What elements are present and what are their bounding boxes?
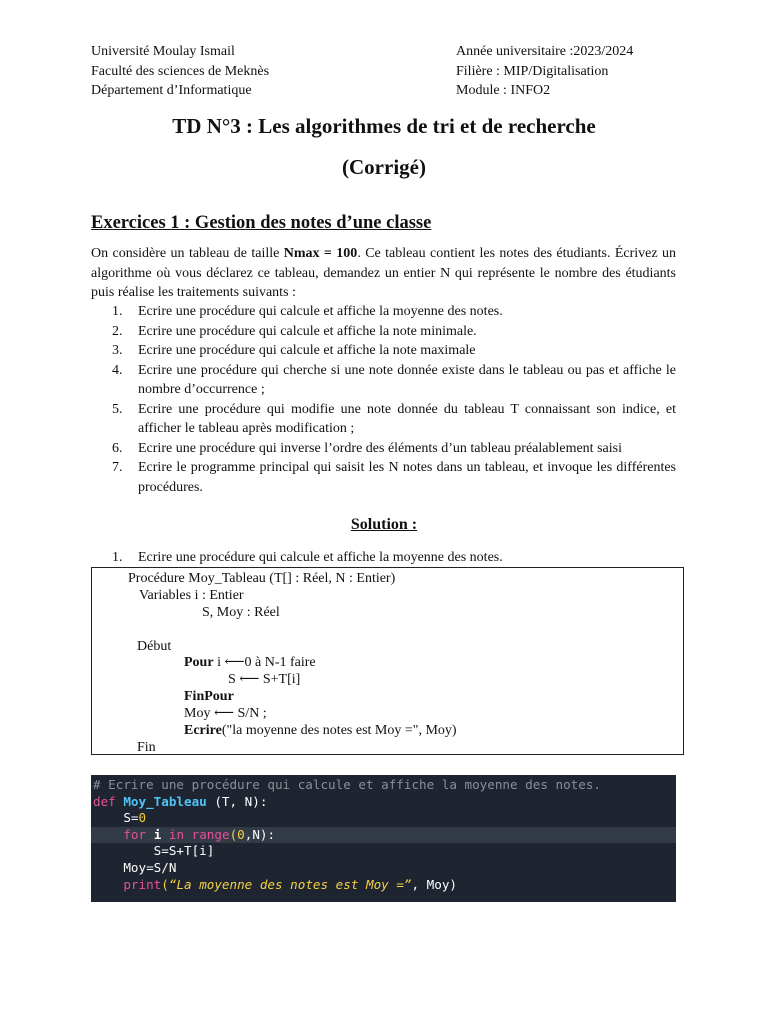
task-number: 5. <box>112 401 123 417</box>
task-number: 4. <box>112 362 123 378</box>
task-text: Ecrire une procédure qui cherche si une note donnée existe dans le tableau ou pas et affiche le nombre d’occurrence ; <box>138 362 676 397</box>
task-text: Ecrire une procédure qui calcule et affiche la moyenne des notes. <box>138 304 503 319</box>
task-item <box>91 322 676 342</box>
document-subtitle: (Corrigé) <box>342 155 426 179</box>
task-list <box>91 302 676 497</box>
code-sum-var: S= <box>123 810 139 826</box>
code-line-comment <box>91 777 676 794</box>
code-function-name: Moy_Tableau <box>123 793 207 809</box>
task-number: 6. <box>112 440 123 456</box>
code-print-rest: , Moy) <box>411 876 457 892</box>
code-def-keyword: def <box>93 793 116 809</box>
intro-text-after: . Ce tableau contient les notes des étudiants. Écrivez un algorithme où vous déclarez ce tableau, demandez un entier N qui représente le nombre des étudiants puis réalise les traitements suivants : <box>91 246 677 300</box>
code-line-print <box>91 877 676 894</box>
algo-write <box>184 722 457 739</box>
code-line-avg <box>91 860 676 877</box>
task-text: Ecrire une procédure qui calcule et affiche la note minimale. <box>138 323 477 339</box>
code-line-for <box>91 827 676 844</box>
code-sum-init-value: 0 <box>138 810 147 826</box>
code-loop-var: i <box>153 826 162 842</box>
exercise-heading: Exercices 1 : Gestion des notes d’une classe <box>91 213 432 233</box>
code-avg-statement: Moy=S/N <box>123 859 177 875</box>
code-line-init <box>91 810 676 827</box>
code-print-fn: print <box>123 876 162 892</box>
code-sum-statement: S=S+T[i] <box>153 843 215 859</box>
code-range-rest: ,N): <box>244 826 276 842</box>
task-number: 7. <box>112 460 123 475</box>
header-institution <box>91 42 269 101</box>
task-item <box>91 458 676 497</box>
task-text: Ecrire le programme principal qui saisit les N notes dans un tableau, et invoque les différentes procédures. <box>138 460 676 495</box>
algo-write-keyword: Ecrire <box>184 723 222 738</box>
code-range-fn: range <box>191 826 230 842</box>
code-comment: # Ecrire une procédure qui calcule et affiche la moyenne des notes. <box>93 777 601 792</box>
algo-for-loop <box>184 654 316 671</box>
task-text: Ecrire une procédure qui calcule et affiche la note maximale <box>138 343 476 358</box>
task-item <box>91 439 676 459</box>
algo-variables: Variables i : Entier <box>139 588 244 603</box>
code-in-keyword: in <box>168 826 185 842</box>
exercise-intro <box>91 244 676 303</box>
task-number: 3. <box>112 343 123 358</box>
task-item <box>91 341 676 361</box>
python-code-block <box>91 775 676 902</box>
header-university: Université Moulay Ismail <box>91 44 235 59</box>
header-year: Année universitaire :2023/2024 <box>456 44 634 59</box>
code-line-def <box>91 794 676 811</box>
code-range-open: ( <box>229 826 238 842</box>
algo-signature: Procédure Moy_Tableau (T[] : Réel, N : Entier) <box>128 571 396 586</box>
solution-item-text: Ecrire une procédure qui calcule et affiche la moyenne des notes. <box>138 550 503 565</box>
header-course-info <box>456 42 633 101</box>
document-title: TD N°3 : Les algorithmes de tri et de recherche <box>172 114 596 138</box>
intro-nmax: Nmax = 100 <box>283 246 358 261</box>
header-faculty: Faculté des sciences de Meknès <box>91 63 270 79</box>
task-item <box>91 361 676 400</box>
code-for-keyword: for <box>123 826 147 842</box>
solution-heading: Solution : <box>350 516 418 533</box>
code-range-start: 0 <box>237 826 245 842</box>
task-text: Ecrire une procédure qui inverse l’ordre des éléments d’un tableau préalablement saisi <box>138 440 622 456</box>
algo-for-range: i ⟵0 à N-1 faire <box>213 655 316 670</box>
code-print-open: ( <box>161 876 169 892</box>
code-line-sum <box>91 843 676 860</box>
algo-end: Fin <box>137 740 156 755</box>
algo-endfor: FinPour <box>184 689 234 704</box>
algo-average: Moy ⟵ S/N ; <box>184 706 267 721</box>
code-print-string: “La moyenne des notes est Moy =” <box>168 876 412 892</box>
header-department: Département d’Informatique <box>91 83 252 98</box>
code-function-args: (T, N): <box>206 793 268 809</box>
task-number: 1. <box>112 304 123 319</box>
algo-write-args: ("la moyenne des notes est Moy =", Moy) <box>221 723 457 738</box>
algorithm-box <box>91 567 684 755</box>
solution-item <box>91 548 676 568</box>
algo-variables-real: S, Moy : Réel <box>202 605 280 620</box>
intro-text-before: On considère un tableau de taille <box>91 246 284 261</box>
task-number: 2. <box>112 323 123 339</box>
header-program: Filière : MIP/Digitalisation <box>456 63 609 79</box>
algo-sum: S ⟵ S+T[i] <box>228 672 301 687</box>
solution-item-number: 1. <box>112 550 123 565</box>
task-item <box>91 400 676 439</box>
task-text: Ecrire une procédure qui modifie une note donnée du tableau T connaissant son indice, et afficher le tableau après modification ; <box>138 401 676 436</box>
header-module: Module : INFO2 <box>456 83 551 98</box>
task-item <box>91 302 676 322</box>
algo-for-keyword: Pour <box>184 655 214 670</box>
algo-begin: Début <box>137 639 172 654</box>
